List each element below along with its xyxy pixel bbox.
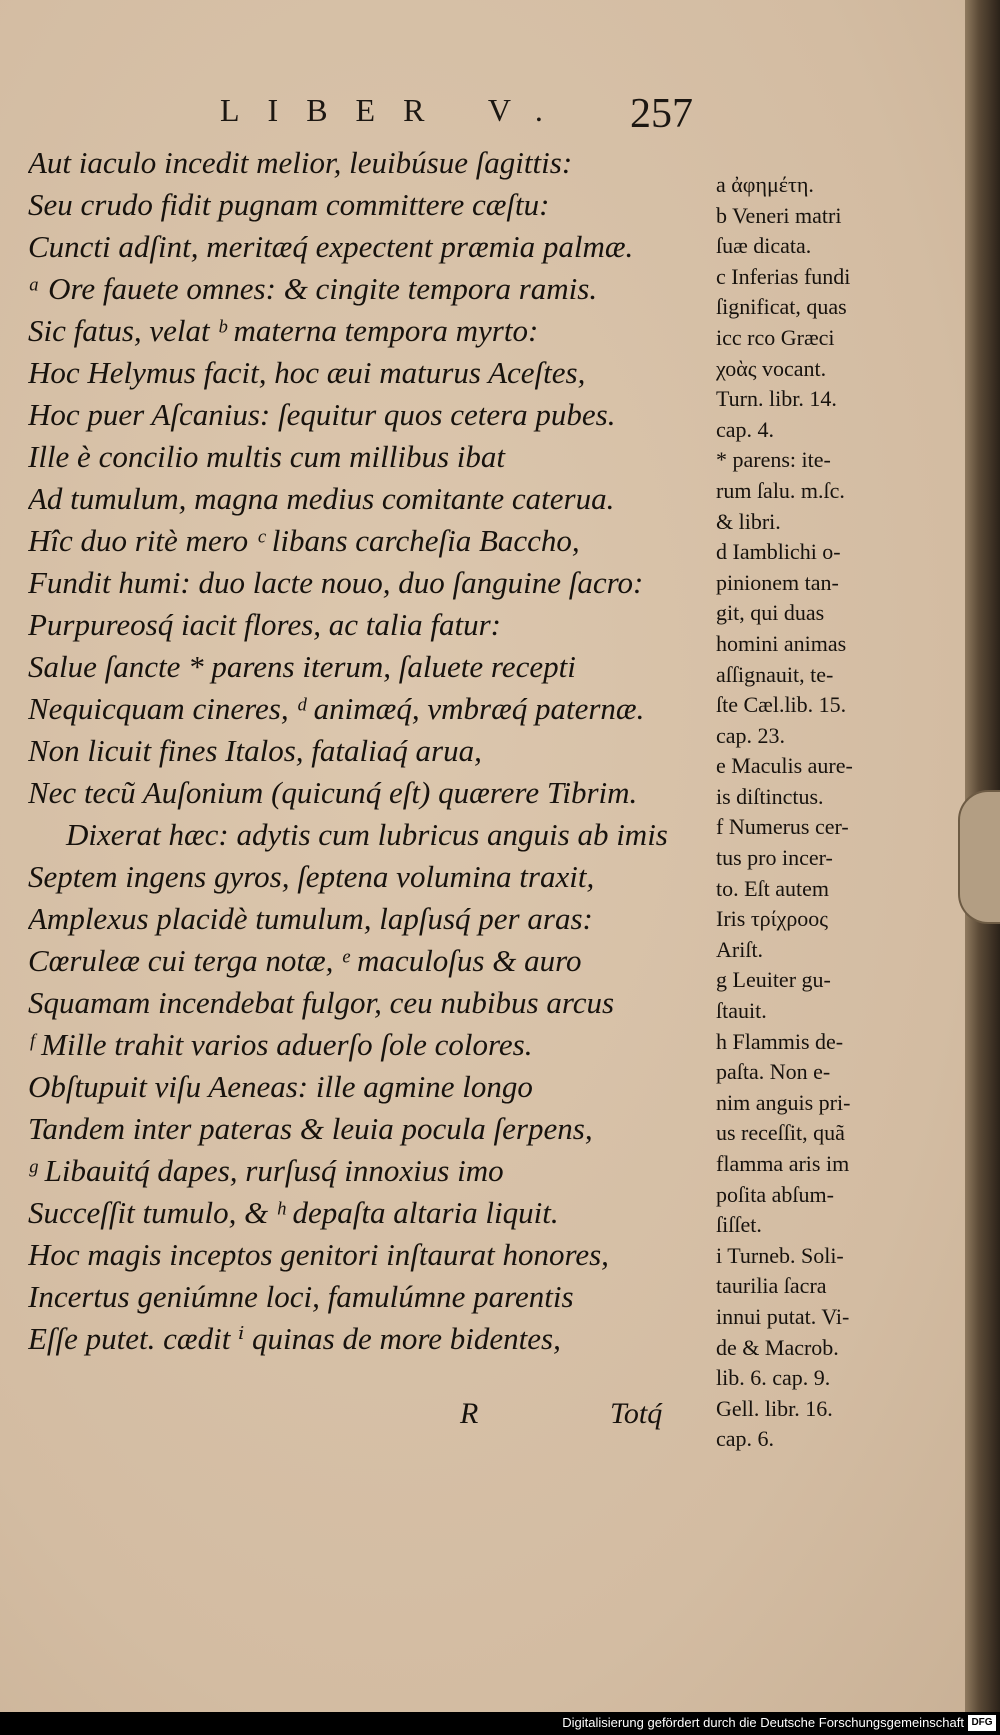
verse-line: Nec tecũ Auſonium (quicunq́ eſt) quærere Tibrim. (28, 775, 638, 810)
note-line: git, qui duas (716, 600, 825, 626)
note-line: taurilia ſacra (716, 1273, 827, 1299)
note-line: Turn. libr. 14. (716, 386, 837, 412)
note-line: c Inferias fundi (716, 263, 851, 289)
verse-line: Non licuit fines Italos, fataliaq́ arua, (28, 733, 482, 768)
note-line: tus pro incer- (716, 845, 833, 871)
note-line: de & Macrob. (716, 1334, 839, 1360)
note-line: to. Eſt autem (716, 875, 830, 901)
verse-line: Seu crudo fidit pugnam committere cæſtu: (28, 187, 550, 222)
verse-line: Fundit humi: duo lacte nouo, duo ſanguine ſacro: (28, 565, 644, 600)
note-line: us receſſit, quã (716, 1120, 845, 1146)
page-footer-catchwords (460, 1397, 720, 1437)
verse-line: Obſtupuit viſu Aeneas: ille agmine longo (28, 1069, 533, 1104)
note-line: & libri. (716, 508, 781, 534)
verse-line: ᵍ Libauitq́ dapes, rurſusq́ innoxius imo (28, 1153, 504, 1188)
verse-line: Hoc puer Aſcanius: ſequitur quos cetera pubes. (28, 397, 616, 432)
digitization-notice: Digitalisierung gefördert durch die Deutsche Forschungsgemeinschaft (562, 1715, 964, 1730)
catchword: Totq́ (610, 1397, 663, 1430)
note-line: f Numerus cer- (716, 814, 849, 840)
note-line: homini animas (716, 630, 847, 656)
verse-line: Septem ingens gyros, ſeptena volumina traxit, (28, 859, 595, 894)
note-line: ſignificat, quas (716, 294, 847, 320)
note-line: is diſtinctus. (716, 783, 824, 809)
note-line: Ariſt. (716, 936, 764, 962)
dfg-logo: DFG (968, 1715, 996, 1731)
note-line: g Leuiter gu- (716, 967, 831, 993)
verse-line: Eſſe putet. cædit ⁱ quinas de more bidentes, (28, 1321, 561, 1356)
note-line: paſta. Non e- (716, 1059, 831, 1085)
verse-line: Incertus geniúmne loci, famulúmne parentis (28, 1279, 574, 1314)
note-line: nim anguis pri- (716, 1089, 851, 1115)
verse-line: Hoc Helymus facit, hoc æui maturus Aceſtes, (28, 355, 586, 390)
note-line: innui putat. Vi- (716, 1303, 850, 1329)
marginal-notes (716, 170, 916, 1455)
page-number: 257 (630, 91, 693, 137)
note-line: lib. 6. cap. 9. (716, 1365, 831, 1391)
note-line: ſiſſet. (716, 1212, 762, 1238)
note-line: a ἀφημέτη. (716, 172, 814, 197)
verse-line: Purpureosq́ iacit flores, ac talia fatur: (28, 607, 502, 642)
verse-line: Salue ſancte * parens iterum, ſaluete recepti (28, 649, 576, 684)
verse-line: Cœruleæ cui terga notæ, ᵉ maculoſus & auro (28, 943, 582, 978)
note-line: b Veneri matri (716, 202, 842, 228)
note-line: poſita abſum- (716, 1181, 834, 1207)
note-line: rum ſalu. m.ſc. (716, 477, 845, 503)
note-line: flamma aris im (716, 1151, 850, 1176)
verse-line: Ad tumulum, magna medius comitante caterua. (28, 481, 615, 516)
note-line: d Iamblichi o- (716, 539, 841, 565)
note-line: Iris τρίχροος (716, 906, 829, 932)
note-line: ſuæ dicata. (716, 233, 812, 259)
verse-line: Nequicquam cineres, ᵈ animæq́, vmbræq́ paternæ. (28, 691, 645, 726)
note-line: h Flammis de- (716, 1028, 844, 1054)
verse-line: Amplexus placidè tumulum, lapſusq́ per aras: (28, 901, 593, 936)
verse-line: Succeſſit tumulo, & ʰ depaſta altaria liquit. (28, 1195, 559, 1230)
page-header (220, 92, 740, 142)
note-line: cap. 23. (716, 722, 786, 748)
note-line: aſſignauit, te- (716, 661, 834, 687)
note-line: i Turneb. Soli- (716, 1242, 844, 1268)
running-title: LIBER V. (220, 92, 571, 128)
signature-mark: R (460, 1397, 479, 1430)
verse-line: Tandem inter pateras & leuia pocula ſerpens, (28, 1111, 593, 1146)
verse-line: Squamam incendebat fulgor, ceu nubibus arcus (28, 985, 615, 1020)
verse-line: Hoc magis inceptos genitori inſtaurat honores, (28, 1237, 609, 1272)
verse-line: Cuncti adſint, meritæq́ expectent præmia palmæ. (28, 229, 634, 264)
digitization-footer (0, 1712, 1000, 1735)
note-line: icc rco Græci (716, 324, 835, 350)
verse-line: ᶠ Mille trahit varios aduerſo ſole colores. (28, 1027, 533, 1062)
verse-line: Sic fatus, velat ᵇ materna tempora myrto: (28, 313, 539, 348)
verse-line: Dixerat hæc: adytis cum lubricus anguis ab imis (66, 817, 668, 852)
verse-line: ᵃ Ore fauete omnes: & cingite tempora ramis. (28, 271, 598, 306)
verse-line: Aut iaculo incedit melior, leuibúsue ſagittis: (28, 145, 573, 180)
verse-column (28, 142, 718, 1360)
note-line: cap. 6. (716, 1426, 775, 1452)
note-line: pinionem tan- (716, 569, 839, 595)
verse-line: Hîc duo ritè mero ᶜ libans carcheſia Baccho, (28, 523, 580, 558)
note-line: * parens: ite- (716, 447, 831, 473)
note-line: cap. 4. (716, 416, 775, 442)
note-line: Gell. libr. 16. (716, 1395, 833, 1421)
note-line: ſte Cæl.lib. 15. (716, 692, 847, 718)
note-line: e Maculis aure- (716, 753, 853, 779)
note-line: χοὰς vocant. (716, 355, 827, 381)
note-line: ſtauit. (716, 998, 767, 1024)
page-tab (958, 790, 1000, 924)
verse-line: Ille è concilio multis cum millibus ibat (28, 439, 505, 474)
